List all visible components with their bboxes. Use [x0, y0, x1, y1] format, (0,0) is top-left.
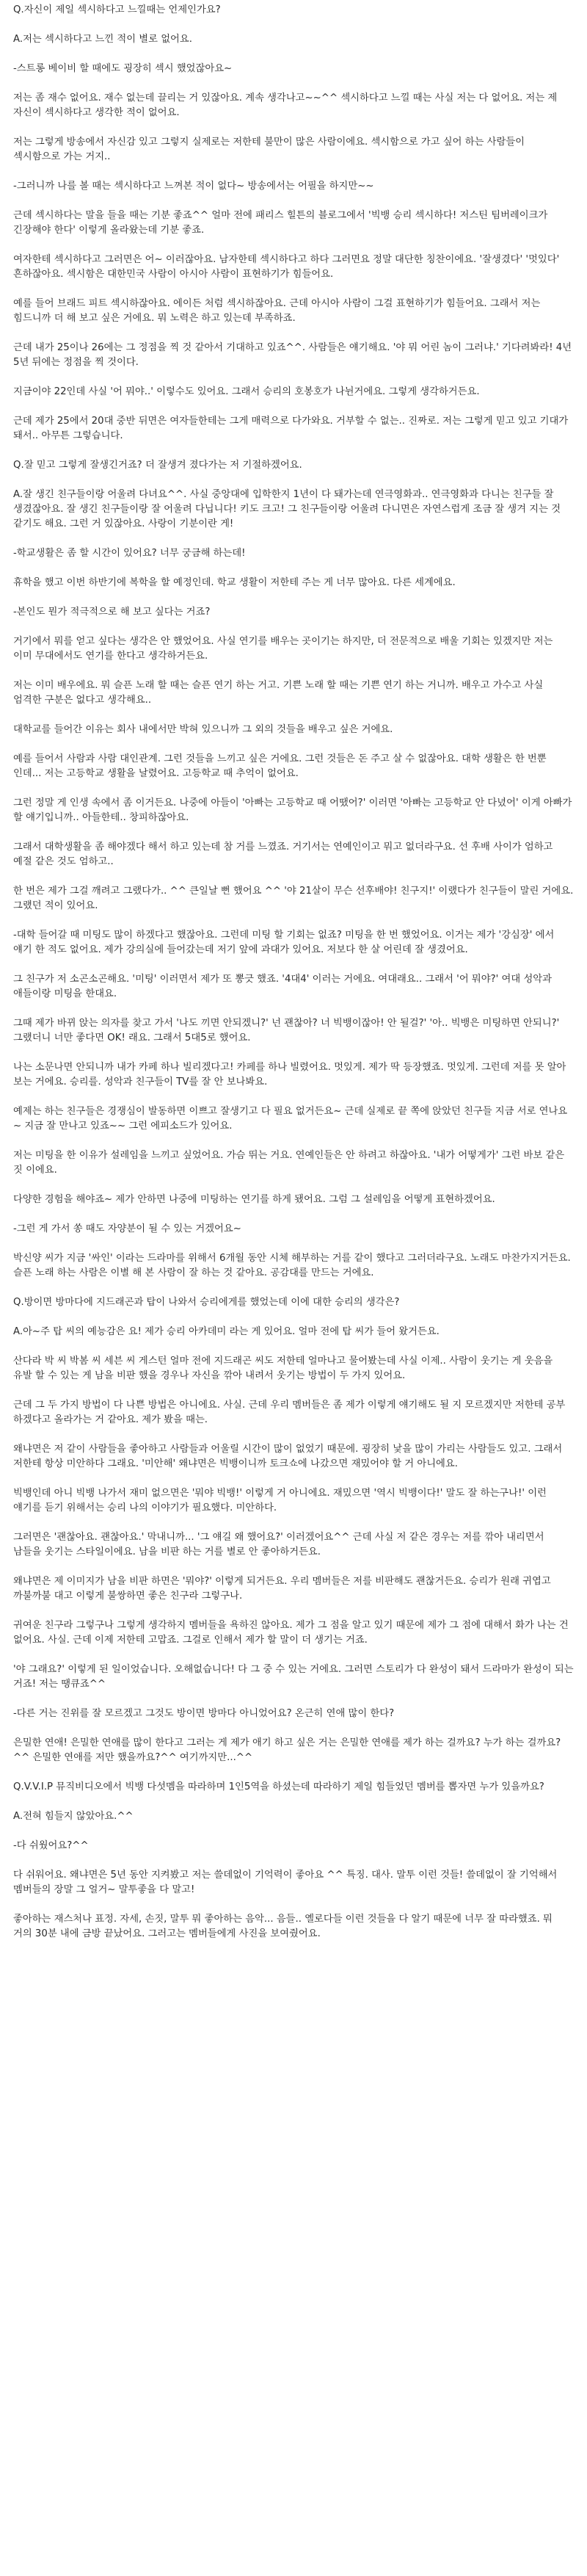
article-paragraph: A.아~주 탑 씨의 예능감은 요! 제가 승리 아카데미 라는 게 있어요. 얼마 전에 탑 씨가 들어 왔거든요.: [13, 1326, 440, 1337]
article-paragraph: 은밀한 연애! 은밀한 연애를 많이 한다고 그러는 게 제가 애기 하고 싶은 거는 은밀한 연애를 제가 하는 걸까요? 누가 하는 걸까요?^^ 은밀한 연애를 저만 했을까요?^^ 여기까지만...^^: [13, 1737, 561, 1763]
article-paragraph: A.저는 섹시하다고 느낀 적이 별로 없어요.: [13, 34, 192, 45]
article-paragraph: Q.V.V.I.P 뮤직비디오에서 빅뱅 다섯멤을 따라하며 1인5역을 하셨는데 따라하기 제일 힘들었던 멤버를 뽑자면 누가 있을까요?: [13, 1781, 544, 1792]
article-paragraph: 대학교를 들어간 이유는 회사 내에서만 박혀 있으니까 그 외의 것들을 배우고 싶은 거에요.: [13, 724, 393, 735]
article-paragraph: '야 그래요?' 이렇게 된 일이었습니다. 오해없습니다! 다 그 중 수 있는 거에요. 그러면 스토리가 다 완성이 돼서 드라마가 완성이 되는 거죠! 저는 땡큐죠^^: [13, 1664, 574, 1690]
article-paragraph: 예를 들어 브래드 피트 섹시하잖아요. 에이든 처럼 섹시하잖아요. 근데 아시아 사람이 그걸 표현하기가 힘들어요. 그래서 저는 힘드니까 더 해 보고 싶은 거에요. 뭐 노력은 하고 있는데 부족하죠.: [13, 298, 541, 324]
article-paragraph: -본인도 뭔가 적극적으로 해 보고 싶다는 거죠?: [13, 607, 211, 618]
article-paragraph: 근데 제가 25에서 20대 중반 뒤면은 여자들한테는 그게 매력으로 다가와요. 거부할 수 없는.. 진짜로. 저는 그렇게 믿고 있고 기대가 돼서.. 아무튼 그렇습니다.: [13, 416, 569, 441]
article-paragraph: -스트롱 베이비 할 때에도 굉장히 섹시 했었잖아요~: [13, 63, 233, 74]
article-paragraph: 근데 내가 25이나 26에는 그 정점을 찍 것 같아서 기대하고 있죠^^. 사람들은 얘기해요. '야 뭐 어린 놈이 그러냐.' 기다려봐라! 4년 5년 뒤에는 정점을 찍 것이다.: [13, 342, 572, 368]
article-paragraph: 그때 제가 바뀌 앉는 의자를 찾고 가서 '나도 끼면 안되겠니?' 넌 괜찮아? 너 빅뱅이잖아! 안 될걸?' '아.. 빅뱅은 미팅하면 안되니?' 그랬더니 너만 좋다면 OK! 래요. 그래서 5대5로 했어요.: [13, 1018, 560, 1043]
article-paragraph: 그래서 대학생활을 좀 해야겠다 해서 하고 있는데 참 거를 느꼈죠. 거기서는 연예인이고 뭐고 없더라구요. 선 후배 사이가 엄하고 예절 같은 것도 엄하고..: [13, 842, 553, 867]
article-paragraph: 그런 정말 게 인생 속에서 좀 이거든요. 나중에 아들이 '아빠는 고등학교 때 어땠어?' 이러면 '아빠는 고등학교 안 다녔어' 이게 아빠가 할 얘기입니까.. 아들한테.. 창피하잖아요.: [13, 797, 572, 823]
article-paragraph: 여자한테 섹시하다고 그러면은 어~ 이러잖아요. 남자한테 섹시하다고 하다 그러면요 정말 대단한 칭찬이에요. '잘생겼다' '멋있다' 흔하잖아요. 섹시함은 대한민국 사람이 아시아 사람이 표현하기가 힘들어요.: [13, 254, 560, 280]
article-paragraph: 다 쉬워어요. 왜냐면은 5년 동안 지켜봤고 저는 쓸데없이 기억력이 좋아요 ^^ 특징. 대사. 말투 이런 것들! 쓸데없이 잘 기억해서 멤버들의 장말 그 얼거~ 말투좋을 다 말고!: [13, 1870, 558, 1895]
article-paragraph: 다양한 경험을 해야죠~ 제가 안하면 나중에 미팅하는 연기를 하게 됐어요. 그럼 그 설레임을 어떻게 표현하겠어요.: [13, 1194, 495, 1205]
article-paragraph: -대학 들어갈 때 미팅도 많이 하겠다고 했잖아요. 그런데 미팅 할 기회는 없죠? 미팅을 한 번 했었어요. 이거는 제가 '강심장' 에서 얘기 한 적도 없어요. 제가 강의실에 들어갔는데 저기 앞에 과대가 있어요. 저보다 한 살 어린데 잘 생겼어요.: [13, 930, 555, 955]
article-paragraph: 빅뱅인데 아니 빅뱅 나가서 재미 없으면은 '뭐야 빅뱅!' 이렇게 거 아니에요. 재밌으면 '역시 빅뱅이다!' 말도 잘 하는구나!' 이런 얘기를 듣기 위해서는 승리 나의 이야기가 필요했다. 미안하다.: [13, 1488, 547, 1513]
article-paragraph: 예를 들어서 사람과 사람 대인관계. 그런 것들을 느끼고 싶은 거에요. 그런 것들은 돈 주고 살 수 없잖아요. 대학 생활은 한 번뿐 인데... 저는 고등학교 생활을 날렸어요. 고등학교 때 추억이 없어요.: [13, 753, 547, 779]
article-paragraph: 근데 그 두 가지 방법이 다 나쁜 방법은 아니에요. 사실. 근데 우리 멤버들은 좀 제가 이렇게 얘기해도 될 지 모르겠지만 저한테 공부 하겠다고 올라가는 거 같아요. 제가 봤을 때는.: [13, 1400, 566, 1425]
article-paragraph: 나는 소문나면 안되니까 내가 카페 하나 빌리겠다고! 카페를 하나 빌렸어요. 멋있게. 제가 딱 등장했죠. 멋있게. 그런데 저를 못 알아 보는 거에요. 승리를. 성악과 친구들이 TV를 잘 안 보나봐요.: [13, 1062, 566, 1088]
article-paragraph: 지금이야 22인데 사실 '어 뭐야..' 이렇수도 있어요. 그래서 승리의 호봉호가 나뉜거에요. 그렇게 생각하거든요.: [13, 386, 480, 397]
article-paragraph: -그러니까 나를 볼 때는 섹시하다고 느껴본 적이 없다~ 방송에서는 어필을 하지만~~: [13, 181, 374, 192]
article-paragraph: 저는 그렇게 방송에서 자신감 있고 그렇지 실제로는 저한테 불만이 많은 사람이에요. 섹시함으로 가고 싶어 하는 사람들이 섹시함으로 가는 거지..: [13, 137, 525, 162]
article-paragraph: 근데 섹시하다는 말을 들을 때는 기분 좋죠^^ 얼마 전에 패리스 힐튼의 블로그에서 '빅뱅 승리 섹시하다! 저스틴 팀버레이크가 긴장해야 한다' 이렇게 올라왔는데 기분 좋죠.: [13, 210, 548, 236]
article-paragraph: -다 쉬웠어요?^^: [13, 1840, 89, 1851]
article-paragraph: A.잘 생긴 친구들이랑 어울려 다녀요^^. 사실 중앙대에 입학한지 1년이 다 돼가는데 연극영화과.. 연극영화과 다니는 친구들 잘 생겼잖아요. 잘 생긴 친구들이랑 잘 어울려 다닙니다! 키도 크고! 그 친구들이랑 어울려 다니면은 자연스럽게 조금 잘 생겨 지는 것 같기도 해요. 그런 거 있잖아요. 사랑이 기분이란 게!: [13, 489, 561, 529]
article-paragraph: 산다라 박 씨 박봄 씨 세븐 씨 게스턴 얼마 전에 지드래곤 씨도 저한테 얼마나고 물어봤는데 사실 이제.. 사람이 웃기는 게 웃음을 유발 할 수 있는 게 남을 비판 했을 경우나 자신을 깎아 내려서 웃기는 방법이 두 가지 있어요.: [13, 1356, 553, 1381]
article-paragraph: 왜냐면은 저 같이 사람들을 좋아하고 사람들과 어울릴 시간이 많이 없었기 때문에. 굉장히 낯을 많이 가리는 사람들도 있고. 그래서 저한테 항상 미안하다 그래요. '미안해' 왜냐면은 빅뱅이니까 토크쇼에 나갔으면 재밌어야 할 거 아니에요.: [13, 1444, 563, 1469]
article-paragraph: 좋아하는 재스처나 표정. 자세, 손짓, 말투 뭐 좋아하는 음악... 음들.. 옐로다들 이런 것들을 다 알기 때문에 너무 잘 따라했죠. 뭐 거의 30분 내에 금방 끝났어요. 그러고는 멤버들에게 사진을 보여줬어요.: [13, 1914, 553, 1939]
article-paragraph: 그 친구가 저 소곤소곤해요. '미팅' 이러면서 제가 또 뽕긋 했죠. '4대4' 이러는 거에요. 여대래요.. 그래서 '어 뭐야?' 여대 성악과 애들이랑 미팅을 한대요.: [13, 974, 552, 999]
article-paragraph: 귀여운 친구라 그렇구나 그렇게 생각하지 멤버들을 욕하진 않아요. 제가 그 점을 알고 있기 때문에 제가 그 점에 대해서 화가 나는 건 없어요. 사실. 근데 이제 저한테 고맙죠. 그걸로 인해서 제가 할 말이 더 생기는 거죠.: [13, 1620, 569, 1646]
article-paragraph: 휴학을 했고 이번 하반기에 복학을 할 예정인데. 학교 생활이 저한테 주는 게 너무 많아요. 다른 세계에요.: [13, 577, 456, 588]
article-paragraph: 저는 미팅을 한 이유가 설레임을 느끼고 싶었어요. 가슴 뛰는 거요. 연예인들은 안 하려고 하잖아요. '내가 어떻게가' 그런 바보 같은 짓 이에요.: [13, 1150, 565, 1176]
article-paragraph: A.전혀 힘들지 않았아요.^^: [13, 1811, 134, 1822]
article-paragraph: -학교생활은 좀 할 시간이 있어요? 너무 궁금해 하는데!: [13, 548, 246, 559]
article-paragraph: 거기에서 뭐를 얻고 싶다는 생각은 안 했었어요. 사실 연기를 배우는 곳이기는 하지만, 더 전문적으로 배울 기회는 있겠지만 저는 이미 무대에서도 연기를 한다고 생각하거든요.: [13, 636, 553, 662]
article-paragraph: -그런 게 가서 쏭 때도 자양분이 될 수 있는 거겠어요~: [13, 1223, 241, 1234]
article-paragraph: 저는 이미 배우에요. 뭐 슬픈 노래 할 때는 슬픈 연기 하는 거고. 기쁜 노래 할 때는 기쁜 연기 하는 거니까. 배우고 가수고 사실 엄격한 구분은 없다고 생각해요..: [13, 680, 544, 706]
article-paragraph: 한 번은 제가 그걸 깨려고 그랬다가.. ^^ 큰일날 뻔 했어요 ^^ '야 21살이 무슨 선후배야! 친구지!' 이랬다가 친구들이 말린 거에요. 그랬던 적이 있어요.: [13, 886, 574, 911]
article-paragraph: Q.자신이 제일 섹시하다고 느낄때는 언제인가요?: [13, 4, 221, 15]
article-paragraph: 그러면은 '괜찮아요. 괜찮아요.' 막내니까... '그 얘길 왜 했어요?' 이러겠어요^^ 근데 사실 저 같은 경우는 저를 깎아 내리면서 남들을 웃기는 스타일이에요. 남을 비판 하는 거를 별로 안 좋아하거든요.: [13, 1532, 544, 1557]
article-paragraph: -다른 거는 진위를 잘 모르겠고 그것도 방이면 방마다 아니었어요? 온근히 연애 많이 한다?: [13, 1708, 395, 1719]
article-paragraph: 저는 좀 재수 없어요. 재수 없는데 끌리는 거 있잖아요. 계속 생각나고~~^^ 섹시하다고 느낄 때는 사실 저는 다 없어요. 저는 제 자신이 섹시하다고 생각한 적이 없어요.: [13, 93, 558, 118]
article-paragraph: 예제는 하는 친구들은 경쟁심이 발동하면 이쁘고 잘생기고 다 필요 없거든요~ 근데 실제로 끝 쪽에 앉았던 친구들 지금 서로 연나요~ 지금 잘 만나고 있죠~~ 그런 에피소드가 있어요.: [13, 1106, 568, 1132]
article-paragraph: Q.방이면 방마다에 지드래곤과 탑이 나와서 승리에게를 했었는데 이에 대한 승리의 생각은?: [13, 1297, 400, 1308]
article-paragraph: 왜냐면은 제 이미지가 남을 비판 하면은 '뭐야?' 이렇게 되거든요. 우리 멤버들은 저를 비판해도 괜찮거든요. 승리가 원래 귀엽고 까불까불 대고 이렇게 불쌍하면 좋은 친구라 그렇구나.: [13, 1576, 551, 1602]
article-paragraph: 박신양 씨가 지금 '싸인' 이라는 드라마를 위해서 6개월 동안 시체 해부하는 거를 같이 했다고 그러더라구요. 노래도 마찬가지거든요. 슬픈 노래 하는 사람은 이별 해 본 사람이 잘 하는 것 같아요. 공감대를 만드는 거에요.: [13, 1253, 571, 1278]
article-paragraph: Q.잘 믿고 그렇게 잘생긴거죠? 더 잘생겨 졌다가는 저 기절하겠어요.: [13, 460, 302, 471]
